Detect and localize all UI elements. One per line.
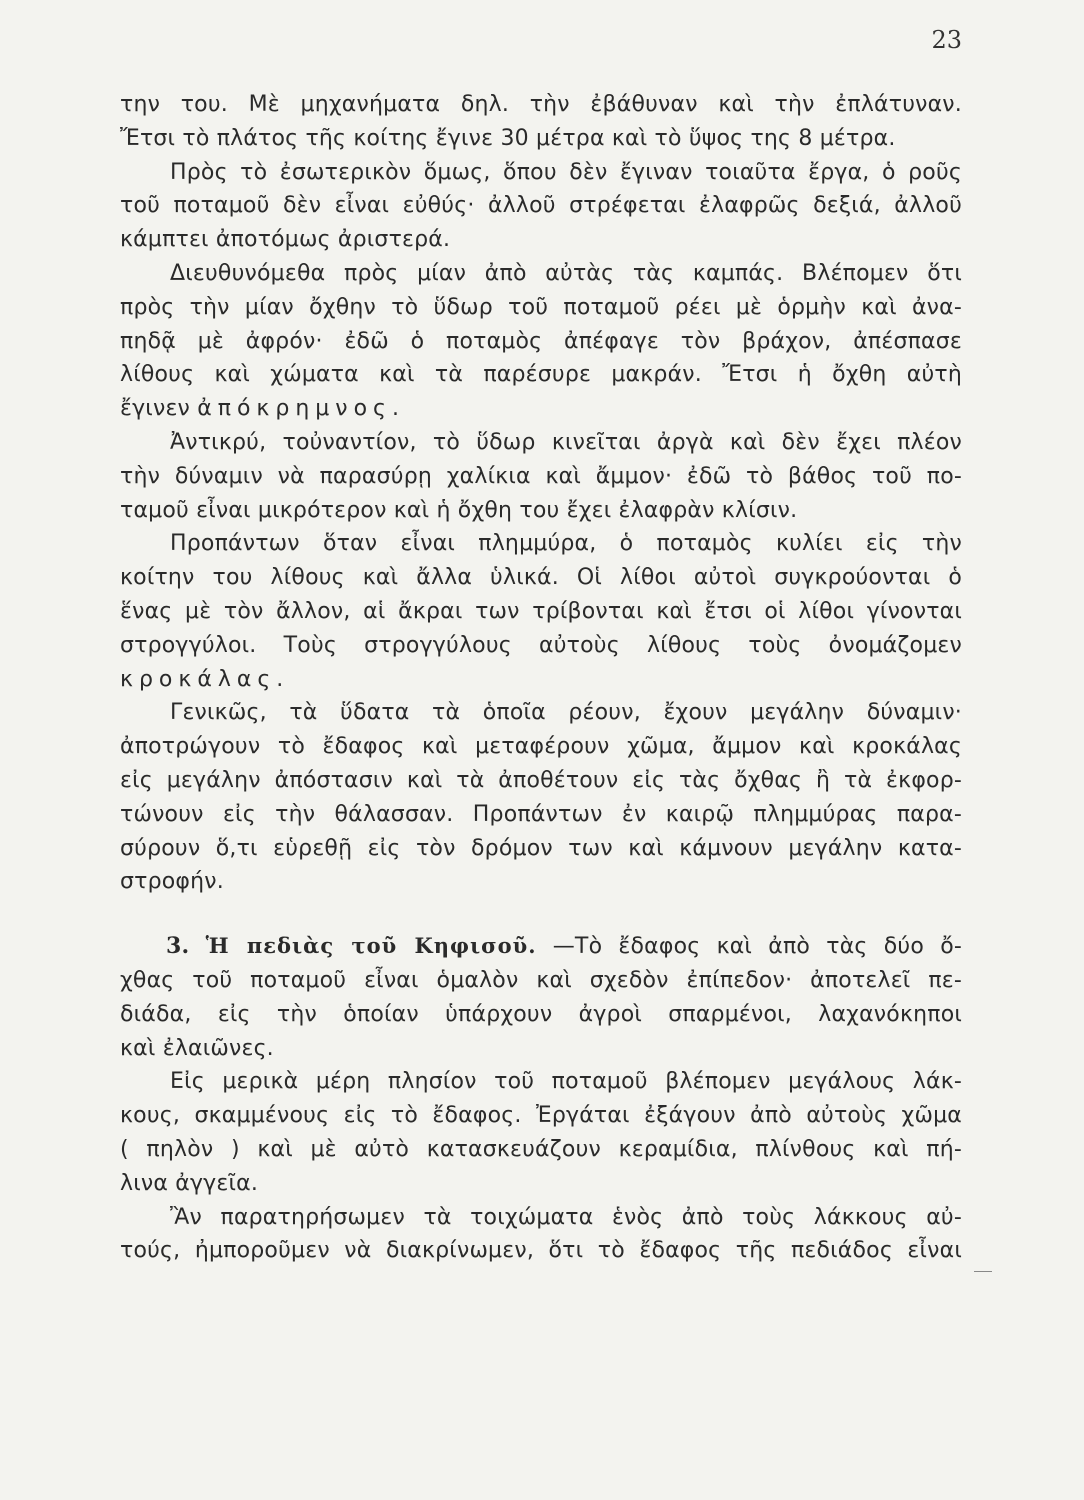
text-line: κους, σκαμμένους εἰς τὸ ἔδαφος. Ἐργάται ἐξάγουν ἀπὸ αὐτοὺς χῶμα	[120, 1103, 962, 1129]
text-line: διάδα, εἰς τὴν ὁποίαν ὑπάρχουν ἀγροὶ σπαρμένοι, λαχανόκηποι	[120, 1001, 962, 1027]
page-number: 23	[931, 26, 962, 54]
text-line: στρογγύλοι. Τοὺς στρογγύλους αὐτοὺς λίθους τοὺς ὀνομάζομεν	[120, 632, 962, 658]
text-line: πηδᾷ μὲ ἀφρόν· ἐδῶ ὁ ποταμὸς ἀπέφαγε τὸν βράχον, ἀπέσπασε	[120, 328, 962, 354]
text-run: —Τὸ ἔδαφος καὶ ἀπὸ τὰς δύο ὄ-	[536, 934, 962, 960]
text-line: ( πηλὸν ) καὶ μὲ αὐτὸ κατασκευάζουν κεραμίδια, πλίνθους καὶ πή-	[120, 1136, 962, 1162]
text-line: τώνουν εἰς τὴν θάλασσαν. Προπάντων ἐν καιρῷ πλημμύρας παρα-	[120, 801, 962, 827]
text-line	[120, 392, 962, 426]
text-line: Γενικῶς, τὰ ὕδατα τὰ ὁποῖα ρέουν, ἔχουν μεγάλην δύναμιν·	[170, 700, 962, 726]
text-line: την του. Μὲ μηχανήματα δηλ. τὴν ἐβάθυναν καὶ τὴν ἐπλάτυναν.	[120, 92, 962, 117]
text-line: εἰς μεγάλην ἀπόστασιν καὶ τὰ ἀποθέτουν εἰς τὰς ὄχθας ἢ τὰ ἐκφορ-	[120, 767, 962, 793]
text-line: ἕνας μὲ τὸν ἄλλον, αἱ ἄκραι των τρίβονται καὶ ἔτσι οἱ λίθοι γίνονται	[120, 598, 962, 624]
text-run: ἔγινεν	[120, 396, 198, 422]
body-text	[120, 88, 962, 1268]
text-line: σύρουν ὅ,τι εὑρεθῇ εἰς τὸν δρόμον των καὶ κάμνουν μεγάλην κατα-	[120, 835, 962, 861]
text-line: Πρὸς τὸ ἐσωτερικὸν ὅμως, ὅπου δὲν ἔγιναν τοιαῦτα ἔργα, ὁ ροῦς	[170, 159, 962, 185]
text-line: τὴν δύναμιν νὰ παρασύρῃ χαλίκια καὶ ἄμμον· ἐδῶ τὸ βάθος τοῦ πο-	[120, 463, 962, 489]
spaced-term: κροκάλας.	[120, 666, 290, 692]
text-line: λίθους καὶ χώματα καὶ τὰ παρέσυρε μακράν. Ἔτσι ἡ ὄχθη αὐτὴ	[120, 362, 962, 388]
text-line: κάμπτει ἀποτόμως ἀριστερά.	[120, 227, 451, 253]
text-line: Προπάντων ὅταν εἶναι πλημμύρα, ὁ ποταμὸς κυλίει εἰς τὴν	[170, 531, 962, 557]
text-line: στροφήν.	[120, 869, 224, 895]
spaced-term: ἀπόκρημνος.	[197, 396, 405, 422]
section-gap	[120, 899, 962, 929]
text-line: Εἰς μερικὰ μέρη πλησίον τοῦ ποταμοῦ βλέπομεν μεγάλους λάκ-	[170, 1069, 962, 1095]
section-heading-line	[120, 929, 962, 964]
text-line: Ἂν παρατηρήσωμεν τὰ τοιχώματα ἑνὸς ἀπὸ τοὺς λάκκους αὐ-	[170, 1204, 962, 1230]
section-number: 3.	[166, 933, 190, 960]
text-line	[120, 663, 962, 697]
text-line: χθας τοῦ ποταμοῦ εἶναι ὁμαλὸν καὶ σχεδὸν ἐπίπεδον· ἀποτελεῖ πε-	[120, 967, 962, 993]
text-line: ταμοῦ εἶναι μικρότερον καὶ ἡ ὄχθη του ἔχει ἐλαφρὰν κλίσιν.	[120, 497, 798, 523]
text-line: καὶ ἐλαιῶνες.	[120, 1035, 274, 1061]
text-line: Ἔτσι τὸ πλάτος τῆς κοίτης ἔγινε 30 μέτρα καὶ τὸ ὕψος της 8 μέτρα.	[120, 125, 896, 151]
section-title: Ἡ πεδιὰς τοῦ Κηφισοῦ.	[205, 933, 537, 959]
text-line: τοῦ ποταμοῦ δὲν εἶναι εὐθύς· ἀλλοῦ στρέφεται ἐλαφρῶς δεξιά, ἀλλοῦ	[120, 193, 962, 219]
margin-mark	[974, 1271, 992, 1272]
text-line: τούς, ἠμποροῦμεν νὰ διακρίνωμεν, ὅτι τὸ ἔδαφος τῆς πεδιάδος εἶναι	[120, 1238, 962, 1264]
text-line: Ἀντικρύ, τοὐναντίον, τὸ ὕδωρ κινεῖται ἀργὰ καὶ δὲν ἔχει πλέον	[170, 429, 962, 455]
text-line: Διευθυνόμεθα πρὸς μίαν ἀπὸ αὐτὰς τὰς καμπάς. Βλέπομεν ὅτι	[170, 260, 962, 286]
text-line: ἀποτρώγουν τὸ ἔδαφος καὶ μεταφέρουν χῶμα, ἄμμον καὶ κροκάλας	[120, 734, 962, 760]
text-line: κοίτην του λίθους καὶ ἄλλα ὑλικά. Οἱ λίθοι αὐτοὶ συγκρούονται ὁ	[120, 565, 962, 591]
text-line: πρὸς τὴν μίαν ὄχθην τὸ ὕδωρ τοῦ ποταμοῦ ρέει μὲ ὁρμὴν καὶ ἀνα-	[120, 294, 962, 320]
text-line: λινα ἀγγεῖα.	[120, 1170, 259, 1196]
